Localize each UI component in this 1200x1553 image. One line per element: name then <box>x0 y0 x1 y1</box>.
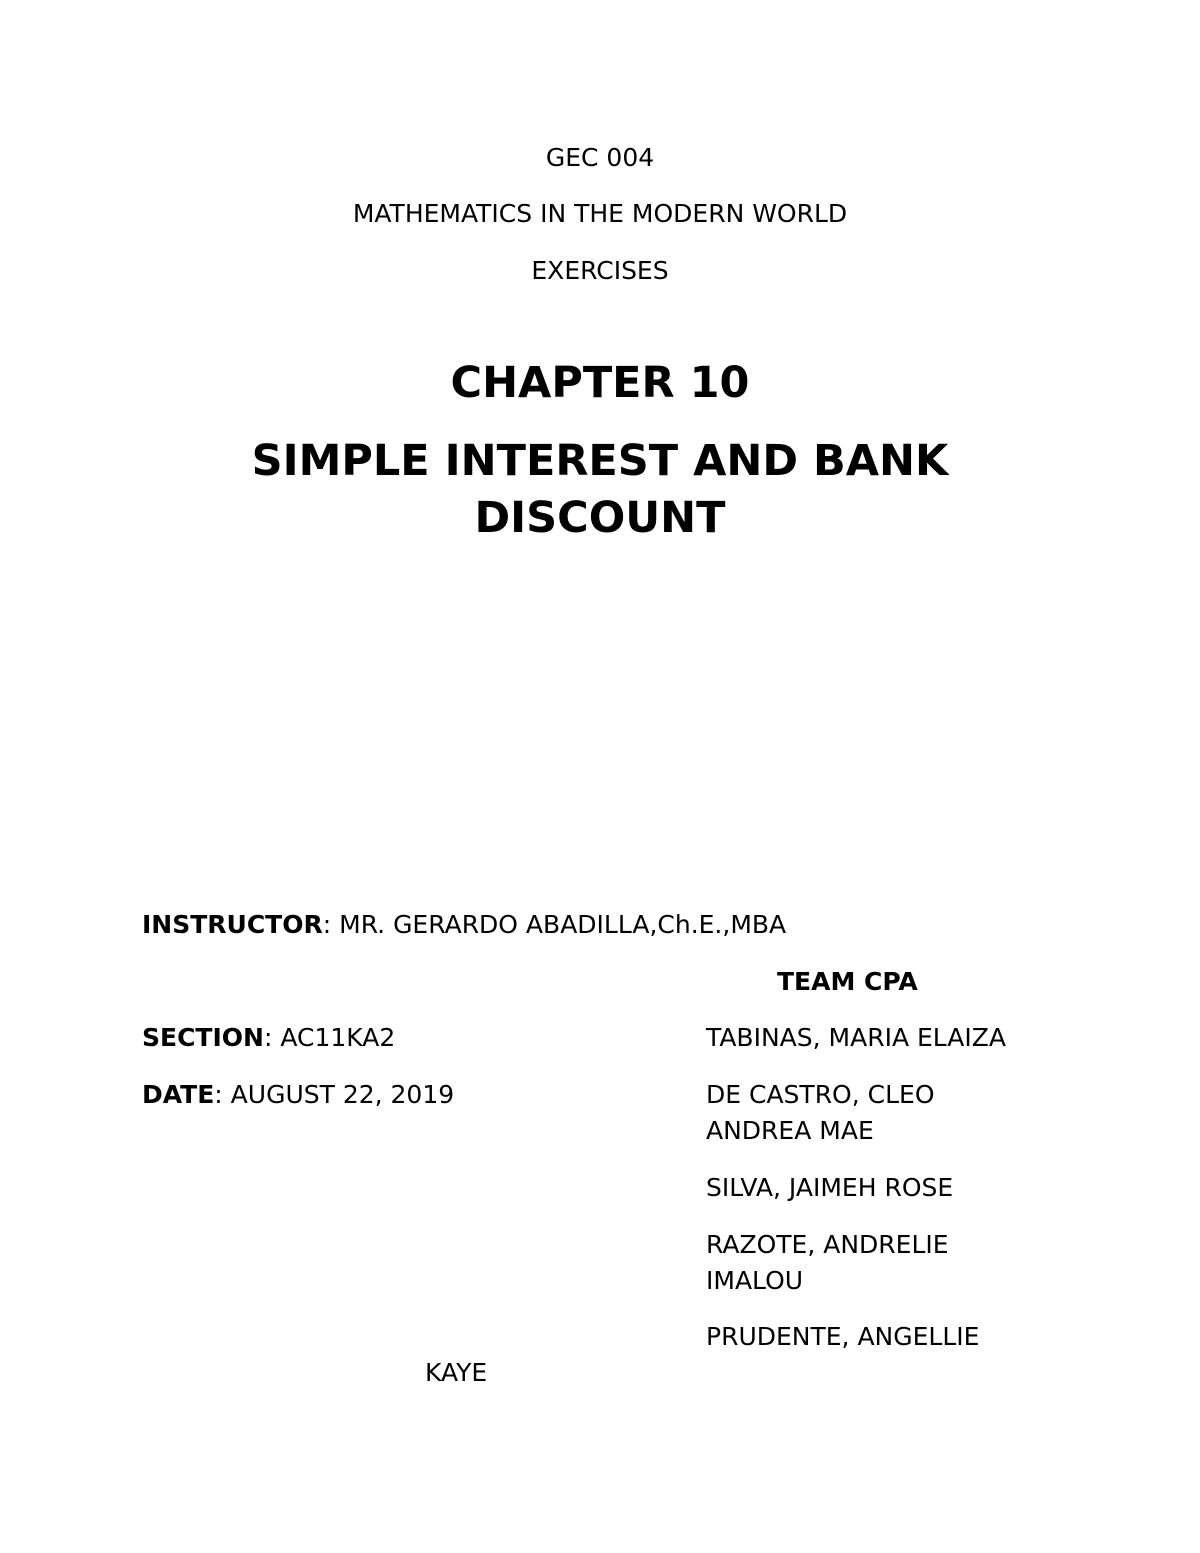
team-member: DE CASTRO, CLEO <box>706 1080 935 1109</box>
team-member: PRUDENTE, ANGELLIE <box>706 1322 980 1351</box>
team-member-continued: ANDREA MAE <box>706 1116 874 1145</box>
instructor-line <box>142 907 786 943</box>
instructor-value: : MR. GERARDO ABADILLA,Ch.E.,MBA <box>322 910 787 939</box>
document-type: EXERCISES <box>531 256 669 285</box>
team-member: TABINAS, MARIA ELAIZA <box>706 1023 1006 1052</box>
date-value: : AUGUST 22, 2019 <box>214 1080 455 1109</box>
team-member-continued: IMALOU <box>706 1266 804 1295</box>
section-value: : AC11KA2 <box>263 1023 396 1052</box>
team-member: RAZOTE, ANDRELIE <box>706 1230 949 1259</box>
section-line <box>142 1020 395 1056</box>
team-member: SILVA, JAIMEH ROSE <box>706 1173 954 1202</box>
instructor-label: INSTRUCTOR <box>142 910 323 939</box>
chapter-title-line-2: DISCOUNT <box>474 493 726 543</box>
team-member-overflow: KAYE <box>425 1358 488 1387</box>
date-label: DATE <box>142 1080 215 1109</box>
team-name: TEAM CPA <box>777 967 918 996</box>
chapter-number: CHAPTER 10 <box>450 358 750 408</box>
section-label: SECTION <box>142 1023 264 1052</box>
course-code: GEC 004 <box>545 143 655 172</box>
course-title: MATHEMATICS IN THE MODERN WORLD <box>352 199 848 228</box>
date-line <box>142 1077 454 1113</box>
chapter-title-line-1: SIMPLE INTEREST AND BANK <box>251 436 949 486</box>
